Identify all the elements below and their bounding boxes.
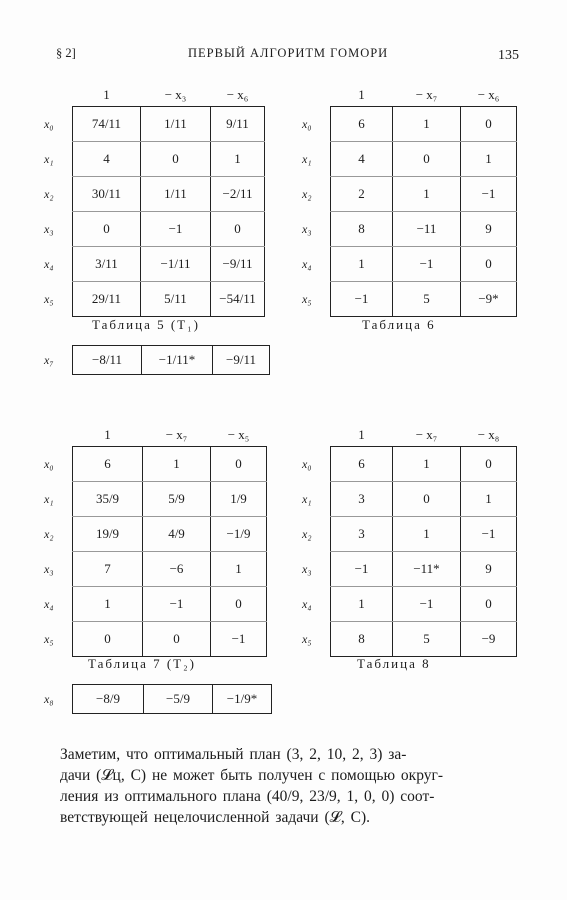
table-cell: 0 — [461, 107, 517, 142]
row-label: x₃ — [302, 221, 312, 236]
table-cell: −1 — [461, 517, 517, 552]
row-label: x₁ — [302, 151, 312, 166]
table-cell: −1/9* — [213, 685, 272, 714]
row-label: x₃ — [44, 221, 54, 236]
table-cell: 30/11 — [73, 177, 141, 212]
table-cell: 0 — [73, 622, 143, 657]
table-cell: 1 — [393, 177, 461, 212]
page-number: 135 — [498, 48, 519, 63]
table-cell: 1 — [331, 587, 393, 622]
table-row — [302, 107, 517, 142]
row-label: x₄ — [44, 256, 54, 271]
table-cell: 7 — [73, 552, 143, 587]
table-row — [302, 552, 517, 587]
table-cell: −1 — [211, 622, 267, 657]
table-cell: 1/11 — [141, 177, 211, 212]
table-row — [302, 212, 517, 247]
simplex-table-6 — [302, 84, 517, 317]
row-label: x₀ — [302, 456, 312, 471]
table-row — [44, 177, 265, 212]
table-cell: 0 — [141, 142, 211, 177]
row-label: x₀ — [302, 116, 312, 131]
table-cell: 9 — [461, 552, 517, 587]
row-label: x₁ — [44, 151, 54, 166]
table-cell: −1 — [393, 587, 461, 622]
table-cell: 1/9 — [211, 482, 267, 517]
row-label: x₄ — [302, 596, 312, 611]
table-cell: −1 — [141, 212, 211, 247]
table-cell: −1 — [143, 587, 211, 622]
table-cell: −9/11 — [211, 247, 265, 282]
row-label: x₀ — [44, 116, 54, 131]
table-cell: 35/9 — [73, 482, 143, 517]
row-label: x₂ — [302, 186, 312, 201]
table-cell: −54/11 — [211, 282, 265, 317]
row-label: x₃ — [44, 561, 54, 576]
table-row — [44, 142, 265, 177]
table-row — [302, 622, 517, 657]
table-cell: 1 — [143, 447, 211, 482]
table-row — [302, 247, 517, 282]
paragraph-line: ления из оптимального плана (40/9, 23/9, 1, 0, 0) соот- — [60, 788, 435, 805]
table-row — [44, 212, 265, 247]
table-cell: 1 — [393, 107, 461, 142]
table-cell: −9* — [461, 282, 517, 317]
column-header: − x₆ — [226, 87, 249, 102]
column-header: − x₅ — [227, 427, 250, 442]
row-label: x₃ — [302, 561, 312, 576]
simplex-table-7 — [44, 424, 267, 657]
column-header: 1 — [103, 87, 110, 102]
table-row — [44, 107, 265, 142]
table-cell: −11* — [393, 552, 461, 587]
row-label: x₄ — [302, 256, 312, 271]
paragraph-line: ветствующей нецелочисленной задачи (𝓛, C). — [60, 809, 371, 826]
table-row — [44, 247, 265, 282]
table-cell: 0 — [461, 587, 517, 622]
row-label: x₅ — [44, 631, 54, 646]
table-row — [302, 587, 517, 622]
table-cell: 1 — [73, 587, 143, 622]
table-cell: −2/11 — [211, 177, 265, 212]
table-cell: 6 — [331, 107, 393, 142]
table-row — [302, 177, 517, 212]
row-label: x₅ — [302, 631, 312, 646]
column-header: − x₃ — [164, 87, 187, 102]
table-cell: −1/9 — [211, 517, 267, 552]
table-cell: 2 — [331, 177, 393, 212]
table-row — [44, 517, 267, 552]
column-header: − x₈ — [477, 427, 500, 442]
table-cell: 8 — [331, 212, 393, 247]
table-cell: 1 — [211, 142, 265, 177]
table-cell: 29/11 — [73, 282, 141, 317]
column-header: 1 — [358, 427, 365, 442]
table-cell: 1 — [393, 447, 461, 482]
column-header: − x₆ — [477, 87, 500, 102]
table-cell: 3 — [331, 482, 393, 517]
table-row — [302, 447, 517, 482]
table-cell: 0 — [211, 212, 265, 247]
table-cell: 1 — [331, 247, 393, 282]
row-label: x₈ — [44, 691, 54, 706]
table-cell: −1/11* — [142, 346, 213, 375]
running-title: ПЕРВЫЙ АЛГОРИТМ ГОМОРИ — [188, 46, 389, 60]
row-label: x₅ — [302, 291, 312, 306]
table-cell: 5/9 — [143, 482, 211, 517]
table-cell: 4 — [331, 142, 393, 177]
simplex-table-8 — [302, 424, 517, 657]
table-cell: 1/11 — [141, 107, 211, 142]
table-row — [44, 552, 267, 587]
table-caption: Таблица 5 (T₁) — [92, 317, 200, 332]
paragraph-line: Заметим, что оптимальный план (3, 2, 10, 2, 3) за- — [60, 746, 407, 763]
table-row — [302, 517, 517, 552]
table-cell: −11 — [393, 212, 461, 247]
table-cell: 6 — [331, 447, 393, 482]
table-cell: 5 — [393, 622, 461, 657]
row-label: x₂ — [44, 526, 54, 541]
column-header: − x₇ — [415, 87, 438, 102]
row-label: x₅ — [44, 291, 54, 306]
table-cell: 19/9 — [73, 517, 143, 552]
table-row — [302, 282, 517, 317]
table-cell: 6 — [73, 447, 143, 482]
table-row — [44, 447, 267, 482]
table-caption: Таблица 6 — [362, 317, 436, 332]
table-cell: 0 — [461, 447, 517, 482]
table-cell: 3 — [331, 517, 393, 552]
table-cell: 1 — [461, 142, 517, 177]
table-cell: 0 — [393, 482, 461, 517]
row-label: x₂ — [44, 186, 54, 201]
table-cell: 1 — [393, 517, 461, 552]
row-label: x₁ — [302, 491, 312, 506]
table-cell: 0 — [211, 447, 267, 482]
table-cell: 3/11 — [73, 247, 141, 282]
table-cell: 0 — [393, 142, 461, 177]
row-label: x₇ — [44, 352, 54, 367]
table-cell: −1 — [393, 247, 461, 282]
simplex-table-5 — [44, 84, 265, 317]
table-row — [302, 482, 517, 517]
column-header: 1 — [358, 87, 365, 102]
table-cell: −8/11 — [73, 346, 142, 375]
table-cell: 9 — [461, 212, 517, 247]
row-label: x₄ — [44, 596, 54, 611]
row-label: x₁ — [44, 491, 54, 506]
paragraph-line: дачи (𝓛ц, C) не может быть получен с помощью округ- — [60, 767, 444, 784]
table-cell: 4/9 — [143, 517, 211, 552]
table-row — [44, 282, 265, 317]
table-cell: 8 — [331, 622, 393, 657]
table-cell: −1 — [331, 282, 393, 317]
table-cell: −1 — [461, 177, 517, 212]
table-row — [44, 587, 267, 622]
table-cell: 74/11 — [73, 107, 141, 142]
table-cell: 0 — [461, 247, 517, 282]
table-cell: 1 — [211, 552, 267, 587]
table-caption: Таблица 7 (T₂) — [88, 656, 196, 671]
table-cell: 0 — [211, 587, 267, 622]
table-cell: −9 — [461, 622, 517, 657]
section-marker: § 2] — [56, 46, 76, 60]
table-cell: −5/9 — [144, 685, 213, 714]
cut-row — [44, 684, 272, 714]
table-cell: −9/11 — [213, 346, 270, 375]
table-cell: 4 — [73, 142, 141, 177]
column-header: 1 — [104, 427, 111, 442]
table-cell: −1/11 — [141, 247, 211, 282]
table-cell: 9/11 — [211, 107, 265, 142]
table-cell: −6 — [143, 552, 211, 587]
table-row — [302, 142, 517, 177]
table-cell: 0 — [73, 212, 141, 247]
table-cell: −8/9 — [73, 685, 144, 714]
table-cell: −1 — [331, 552, 393, 587]
body-paragraph — [60, 744, 508, 828]
table-row — [44, 622, 267, 657]
table-cell: 1 — [461, 482, 517, 517]
table-cell: 5/11 — [141, 282, 211, 317]
column-header: − x₇ — [415, 427, 438, 442]
table-cell: 0 — [143, 622, 211, 657]
column-header: − x₇ — [165, 427, 188, 442]
table-cell: 5 — [393, 282, 461, 317]
cut-row — [44, 345, 270, 375]
row-label: x₀ — [44, 456, 54, 471]
row-label: x₂ — [302, 526, 312, 541]
table-row — [44, 482, 267, 517]
table-caption: Таблица 8 — [357, 656, 431, 671]
